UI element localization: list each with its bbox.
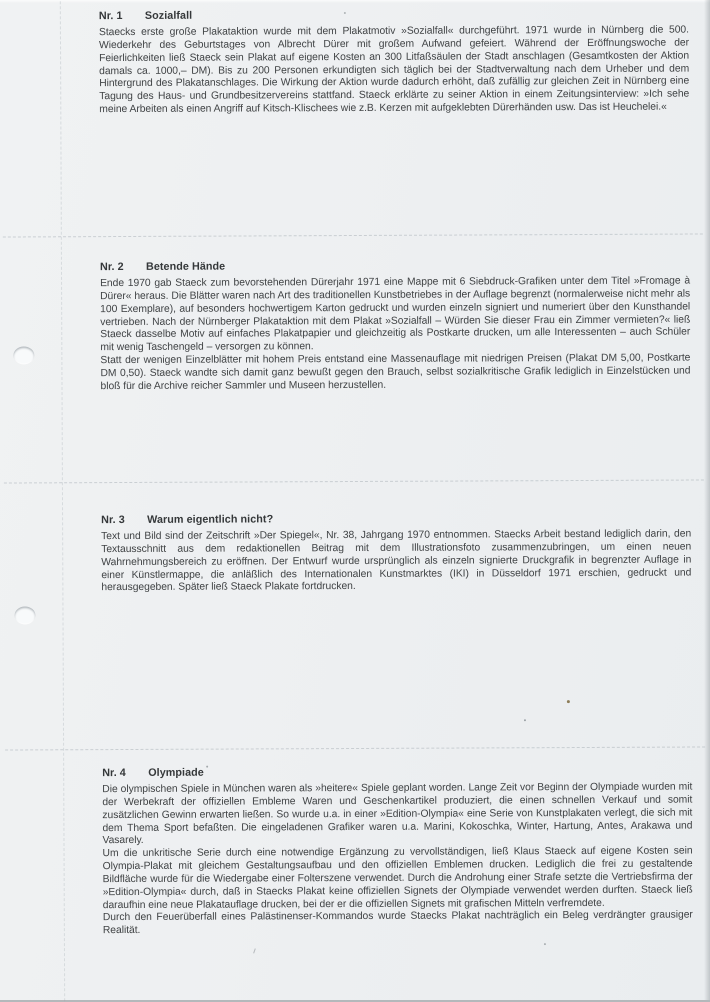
section-4-heading [102, 765, 692, 781]
dust-speck [567, 700, 570, 703]
fold-line-vertical [60, 1, 65, 1001]
perforation-line-1 [3, 233, 703, 237]
section-1-title: Sozialfall [144, 9, 193, 22]
section-2-heading [100, 259, 690, 275]
dust-speck [344, 12, 346, 14]
paper-right-edge [704, 0, 710, 1000]
dust-speck [524, 719, 526, 721]
section-1 [99, 8, 689, 117]
section-4-paragraph: Durch den Feuerüberfall eines Palästinenser-Kommandos wurde Staecks Plakat nachträglich ein Beleg verdrängter grausiger Realität. [102, 909, 693, 937]
dust-speck [544, 943, 546, 945]
section-3 [101, 512, 691, 596]
section-4-body [102, 782, 693, 939]
section-3-number: Nr. 3 [101, 514, 125, 527]
dust-speck [206, 766, 208, 768]
section-4-title: Olympiade [148, 766, 204, 779]
section-3-title: Warum eigentlich nicht? [147, 513, 274, 526]
section-3-heading [101, 512, 691, 528]
section-1-heading [99, 8, 689, 24]
section-3-body [101, 529, 691, 596]
section-4-number: Nr. 4 [102, 767, 126, 780]
section-2-body [100, 276, 690, 394]
section-2-number: Nr. 2 [99, 261, 124, 274]
dust-speck [253, 948, 256, 953]
punch-hole-top [13, 346, 34, 364]
section-1-paragraph: Staecks erste große Plakataktion wurde mit dem Plakatmotiv »Sozialfall« durchgeführt. 1971 wurde in Nürnberg die 500. Wiederkehr des Geburtstages von Albrecht Dürer mit großem Aufwand gefeiert. Während der Eröffnungswoche der Feierlichkeiten ließ Staeck sein Plakat auf eigene Kosten an 300 Litfaßsäulen der Stadt anschlagen (Gesamtkosten der Aktion damals ca. 1000,– DM). Bis zu 200 Personen erkundigten sich täglich bei der Stadtverwaltung nach dem Urheber und dem Hintergrund des Plakatanschlages. Die Wirkung der Aktion wurde dadurch erhöht, daß zufällig zur gleichen Zeit in Nürnberg eine Tagung des Haus- und Grundbesitzervereins stattfand. Staeck erklärte zu seiner Aktion in einem Zeitungsinterview: »Ich sehe meine Arbeiten als einen Angriff auf Kitsch-Klischees wie z.B. Kerzen mit aufgeklebten Dürerhänden usw. Das ist Heuchelei.« [98, 24, 690, 116]
punch-hole-bottom [14, 606, 35, 624]
section-3-paragraph: Text und Bild sind der Zeitschrift »Der Spiegel«, Nr. 38, Jahrgang 1970 entnommen. Staecks Arbeit bestand lediglich darin, den Textausschnitt aus dem redaktionellen Beitrag mit dem Illustrationsfoto zusammenzubringen, um einen neuen Wahrnehmungsbereich zu eröffnen. Der Entwurf wurde ursprünglich als einzeln signierte Druckgrafik in begrenzter Auflage in einer Künstlermappe, die anläßlich des Internationalen Kunstmarktes (IKI) in Düsseldorf 1971 erschien, gedruckt und herausgegeben. Später ließ Staeck Plakate fortdrucken. [101, 528, 692, 594]
section-1-body [99, 25, 689, 117]
section-4 [102, 765, 693, 939]
section-2-paragraph: Ende 1970 gab Staeck zum bevorstehenden Dürerjahr 1971 eine Mappe mit 6 Siebdruck-Grafiken unter dem Titel »Fromage à Dürer« heraus. Die Blätter waren nach Art des traditionellen Kunstbetriebes in der Auflage begrenzt (normalerweise nicht mehr als 100 Exemplare), auf besonders hochwertigem Karton gedruckt und wurden einzeln signiert und numeriert über den Kunsthandel vertrieben. Nach der Nürnberger Plakataktion mit dem Plakat »Sozialfall – Würden Sie dieser Frau ein Zimmer vermieten?« ließ Staeck dasselbe Motiv auf einfaches Plakatpapier und gleichzeitig als Postkarte drucken, um alle Interessenten – auch Schüler mit wenig Taschengeld – versorgen zu können. [100, 275, 691, 354]
perforation-line-2 [4, 479, 704, 483]
section-2-title: Betende Hände [145, 260, 226, 273]
section-4-paragraph: Um die unkritische Serie durch eine notwendige Ergänzung zu vervollständigen, ließ Klaus Staeck auf eigene Kosten sein Olympia-Plakat mit gleichem Gestaltungsaufbau und den offiziellen Emblemen drucken. Lediglich die frei zu gestaltende Bildfläche wurde für die Wiedergabe einer Folterszene verwendet. Durch die Androhung einer Strafe setzte die Vertriebsfirma der »Edition-Olympia« durch, daß in Staecks Plakat keine offiziellen Signets der Olympiade verwendet werden durften. Staeck ließ daraufhin eine neue Plakatauflage drucken, bei der er die offiziellen Signets mit grafischen Mitteln verfremdete. [102, 845, 693, 911]
section-4-paragraph: Die olympischen Spiele in München waren als »heitere« Spiele geplant worden. Lange Zeit vor Beginn der Olympiade wurden mit der Werbekraft der offiziellen Embleme Waren und Geschenkartikel produziert, die einen schnellen Verkauf und somit zusätzlichen Gewinn erwarten ließen. So wurde u.a. in einer »Edition-Olympia« eine Serie von Kunstplakaten verlegt, die sich mit dem Thema Sport befaßten. Die eingeladenen Grafiker waren u.a. Marini, Kokoschka, Winter, Hartung, Antes, Arakawa und Vasarely. [102, 781, 693, 847]
section-1-number: Nr. 1 [98, 10, 123, 23]
section-2-paragraph: Statt der wenigen Einzelblätter mit hohem Preis entstand eine Massenauflage mit niedrigen Preisen (Plakat DM 5,00, Postkarte DM 0,50). Staeck wandte sich damit ganz bewußt gegen den Brauch, selbst sozialkritische Grafik lediglich in Einzelstücken und bloß für die Archive reicher Sammler und Museen herzustellen. [100, 352, 691, 392]
perforation-line-3 [5, 746, 705, 750]
section-2 [100, 259, 691, 394]
